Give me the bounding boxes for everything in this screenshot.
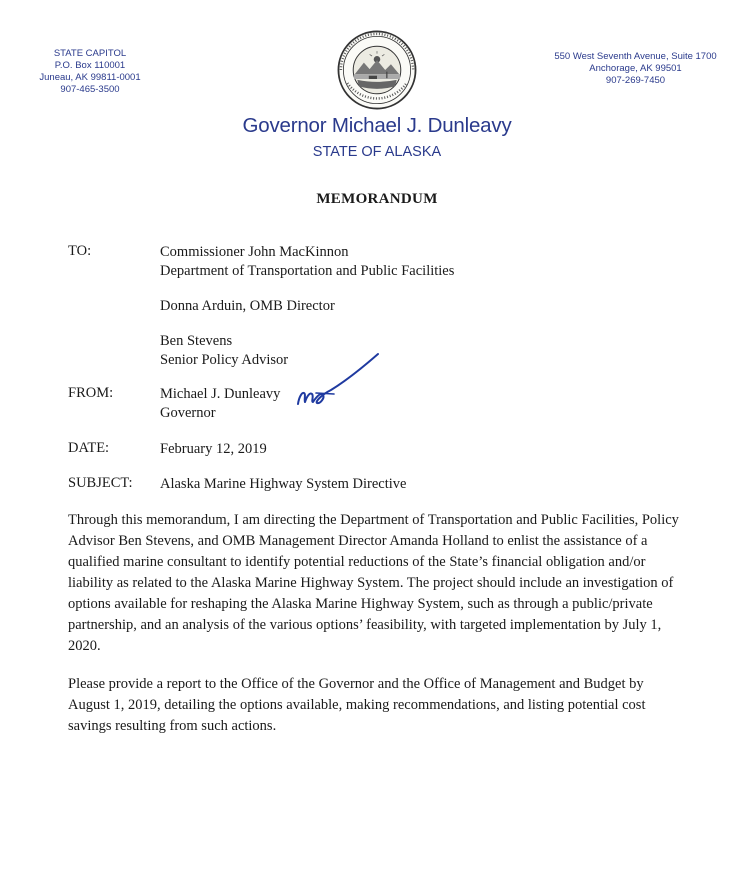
address-line: 550 West Seventh Avenue, Suite 1700 <box>554 51 717 62</box>
recipient-line: Department of Transportation and Public Facilities <box>160 263 455 279</box>
address-line: Juneau, AK 99811-0001 <box>39 72 141 83</box>
recipient-line: Ben Stevens <box>160 333 233 349</box>
recipient-line: Donna Arduin, OMB Director <box>160 298 335 314</box>
left-address-block <box>30 48 150 96</box>
from-name: Michael J. Dunleavy <box>160 386 281 402</box>
from-label: FROM: <box>68 385 114 401</box>
address-line: P.O. Box 110001 <box>54 60 126 71</box>
right-address-block <box>548 51 723 87</box>
body-paragraph: Through this memorandum, I am directing the Department of Transportation and Public Facilities, Policy Advisor Ben Stevens, and OMB Management Director Amanda Holland to enlist the assistance of a qualified marine consultant to identify potential reductions of the State’s financial obligation and/or liability as related to the Alaska Marine Highway System. The project should include an investigation of options available for reshaping the Alaska Marine Highway System, such as through a public/private partnership, and an analysis of the various options’ feasibility, with targeted implementation by July 1, 2020. <box>68 512 679 654</box>
memo-date: February 12, 2019 <box>160 441 267 457</box>
recipient-line: Commissioner John MacKinnon <box>160 244 349 260</box>
body-paragraph: Please provide a report to the Office of the Governor and the Office of Management and Budget by August 1, 2019, detailing the options available, making recommendations, and listing potential cost savings resulting from such actions. <box>68 676 646 734</box>
from-title: Governor <box>160 405 216 421</box>
address-line: 907-465-3500 <box>60 84 120 95</box>
address-line: STATE CAPITOL <box>53 48 127 59</box>
address-line: 907-269-7450 <box>605 75 666 86</box>
subject-label: SUBJECT: <box>68 475 133 491</box>
memo-heading: MEMORANDUM <box>316 191 438 207</box>
to-label: TO: <box>68 243 92 259</box>
state-seal-icon <box>336 29 418 111</box>
date-label: DATE: <box>68 440 110 456</box>
signature-icon <box>290 348 385 410</box>
governor-title: Governor Michael J. Dunleavy <box>242 114 512 137</box>
address-line: Anchorage, AK 99501 <box>589 63 682 74</box>
memo-subject: Alaska Marine Highway System Directive <box>160 476 407 492</box>
recipient-line: Senior Policy Advisor <box>160 352 289 368</box>
state-name: STATE OF ALASKA <box>312 144 442 160</box>
